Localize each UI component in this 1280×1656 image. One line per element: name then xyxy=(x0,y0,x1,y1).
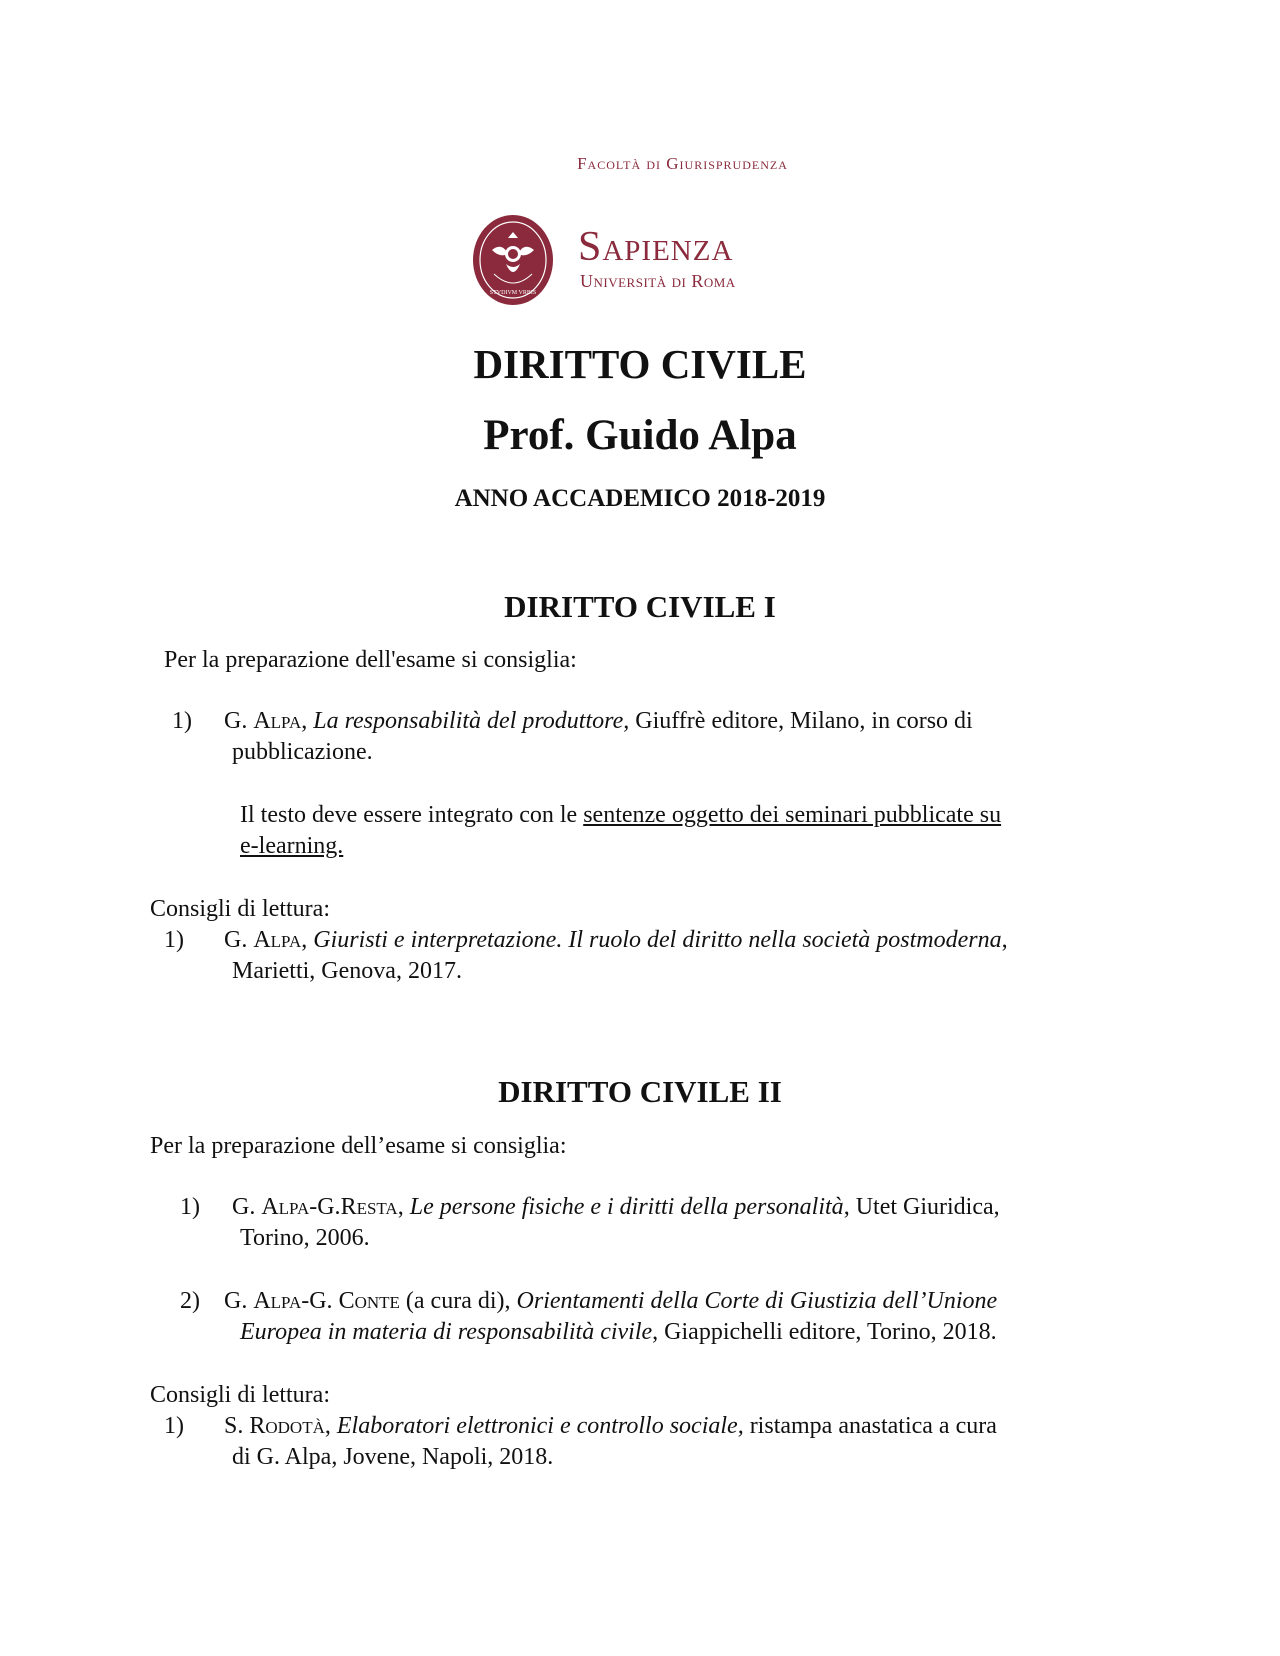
book-title-continued: Europea in materia di responsabilità civile xyxy=(240,1319,653,1345)
integration-note xyxy=(240,800,1001,831)
author-initial: S. xyxy=(224,1413,250,1439)
book-title: La responsabilità del produttore, xyxy=(313,708,630,734)
author-name: Alpa xyxy=(253,1288,302,1314)
list-item-continuation: di G. Alpa, Jovene, Napoli, 2018. xyxy=(232,1444,554,1470)
section2-intro: Per la preparazione dell’esame si consiglia: xyxy=(150,1133,567,1159)
list-number: 2) xyxy=(180,1288,200,1314)
list-number: 1) xyxy=(164,1413,184,1439)
list-item-continuation: Torino, 2006. xyxy=(240,1225,370,1251)
separator: , xyxy=(397,1194,410,1220)
author-name: Alpa xyxy=(253,927,302,953)
separator: , xyxy=(324,1413,337,1439)
author-name: Conte xyxy=(338,1288,400,1314)
section-heading-diritto-civile-2: DIRITTO CIVILE II xyxy=(498,1074,782,1109)
faculty-label: Facoltà di Giurisprudenza xyxy=(577,154,788,173)
note-prefix: Il testo deve essere integrato con le xyxy=(240,802,584,828)
publisher-info: , Utet Giuridica, xyxy=(843,1194,1000,1220)
editor-note: (a cura di), xyxy=(399,1288,517,1314)
seal-motto: STVDIVM VRBIS xyxy=(489,290,537,296)
reading-label: Consigli di lettura: xyxy=(150,896,330,922)
book-title: Le persone fisiche e i diritti della personalità xyxy=(409,1194,844,1220)
list-item-continuation: pubblicazione. xyxy=(232,739,373,765)
publisher-info: Giuffrè editore, Milano, in corso di xyxy=(629,708,973,734)
section-heading-diritto-civile-1: DIRITTO CIVILE I xyxy=(504,589,776,624)
list-item-continuation: Marietti, Genova, 2017. xyxy=(232,958,462,984)
list-item xyxy=(224,1286,997,1317)
list-number: 1) xyxy=(172,708,192,734)
book-title: Orientamenti della Corte di Giustizia dell’Unione xyxy=(516,1288,998,1314)
separator: , xyxy=(301,708,314,734)
author-name: Alpa xyxy=(253,708,302,734)
list-number: 1) xyxy=(164,927,184,953)
list-item xyxy=(224,925,1008,956)
author-name: Resta xyxy=(340,1194,398,1220)
course-title: DIRITTO CIVILE xyxy=(473,341,807,387)
separator: , xyxy=(301,927,314,953)
book-title: Elaboratori elettronici e controllo sociale, xyxy=(336,1413,744,1439)
publisher-info: ristampa anastatica a cura xyxy=(743,1413,997,1439)
author-initial: G. xyxy=(224,708,254,734)
university-name: Sapienza xyxy=(578,224,734,270)
author-initial: G. xyxy=(232,1194,262,1220)
book-title: Giuristi e interpretazione. Il ruolo del diritto nella società postmoderna xyxy=(313,927,1002,953)
list-item-continuation xyxy=(240,1317,997,1348)
author-initial: G. xyxy=(224,927,254,953)
e-learning-link[interactable]: e-learning. xyxy=(240,833,344,859)
list-item xyxy=(232,1192,1000,1223)
author-initial: G. xyxy=(224,1288,254,1314)
list-item xyxy=(224,1411,997,1442)
seminar-sentences-link[interactable]: sentenze oggetto dei seminari pubblicate su xyxy=(583,802,1002,828)
reading-label: Consigli di lettura: xyxy=(150,1382,330,1408)
list-item xyxy=(224,706,973,737)
academic-year: ANNO ACCADEMICO 2018-2019 xyxy=(454,485,826,512)
sapienza-seal-logo xyxy=(472,214,554,306)
publisher-info: , Giappichelli editore, Torino, 2018. xyxy=(652,1319,997,1345)
author-dash: -G. xyxy=(301,1288,339,1314)
university-subtitle: Università di Roma xyxy=(580,271,736,291)
section1-intro: Per la preparazione dell'esame si consiglia: xyxy=(164,647,577,673)
publisher-info: , xyxy=(1001,927,1008,953)
author-dash: -G. xyxy=(309,1194,341,1220)
professor-name: Prof. Guido Alpa xyxy=(483,412,797,459)
list-number: 1) xyxy=(180,1194,200,1220)
author-name: Alpa xyxy=(261,1194,310,1220)
author-name: Rodotà xyxy=(249,1413,325,1439)
